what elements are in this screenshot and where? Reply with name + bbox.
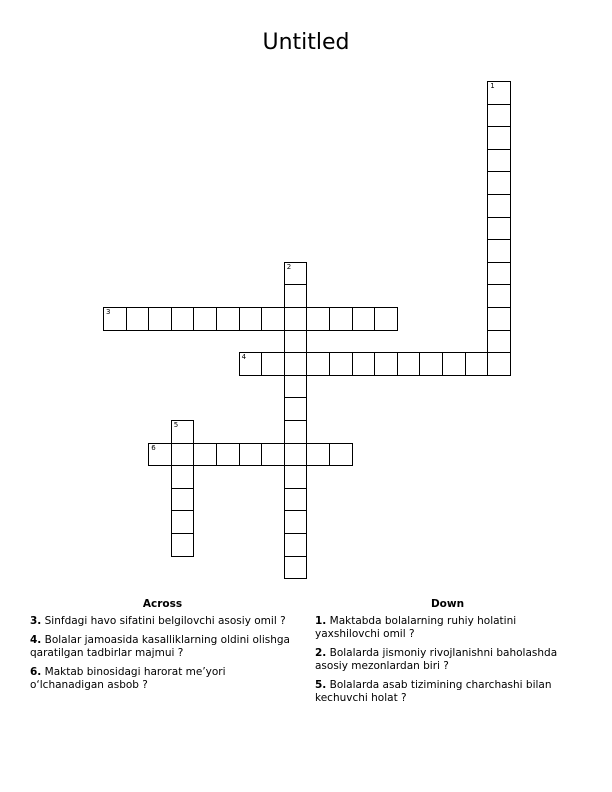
grid-cell[interactable] — [306, 352, 330, 376]
clue-number: 3. — [30, 615, 42, 627]
grid-cell[interactable] — [487, 330, 511, 354]
grid-cell[interactable] — [465, 352, 489, 376]
grid-cell[interactable] — [487, 149, 511, 173]
grid-cell[interactable] — [419, 352, 443, 376]
clue-number: 4. — [30, 634, 42, 646]
grid-cell[interactable] — [103, 307, 127, 331]
grid-cell[interactable] — [261, 443, 285, 467]
clue-across-4 — [30, 634, 295, 660]
clue-number-label: 4 — [241, 353, 247, 362]
clue-text: Bolalarda jismoniy rivojlanishni baholashda asosiy mezonlardan biri ? — [315, 647, 558, 672]
grid-cell[interactable] — [284, 284, 308, 308]
clue-text: Bolalar jamoasida kasalliklarning oldini olishga qaratilgan tadbirlar majmui ? — [30, 634, 290, 659]
grid-cell[interactable] — [487, 217, 511, 241]
grid-cell[interactable] — [284, 397, 308, 421]
grid-cell[interactable] — [374, 307, 398, 331]
grid-cell[interactable] — [487, 194, 511, 218]
grid-cell[interactable] — [284, 420, 308, 444]
page-title: Untitled — [262, 30, 350, 55]
grid-cell[interactable] — [171, 533, 195, 557]
clue-number: 1. — [315, 615, 327, 627]
grid-cell[interactable] — [487, 262, 511, 286]
clue-down-2 — [315, 647, 580, 673]
grid-cell[interactable] — [329, 307, 353, 331]
clue-down-1 — [315, 615, 580, 641]
grid-cell[interactable] — [487, 81, 511, 105]
grid-cell[interactable] — [487, 352, 511, 376]
grid-cell[interactable] — [284, 488, 308, 512]
clue-number: 2. — [315, 647, 327, 659]
grid-cell[interactable] — [216, 443, 240, 467]
grid-cell[interactable] — [216, 307, 240, 331]
grid-cell[interactable] — [352, 307, 376, 331]
grid-cell[interactable] — [284, 465, 308, 489]
grid-cell[interactable] — [171, 465, 195, 489]
grid-cell[interactable] — [193, 443, 217, 467]
grid-cell[interactable] — [171, 420, 195, 444]
grid-cell[interactable] — [171, 307, 195, 331]
grid-cell[interactable] — [239, 443, 263, 467]
across-heading: Across — [142, 598, 183, 610]
grid-cell[interactable] — [284, 262, 308, 286]
grid-cell[interactable] — [148, 307, 172, 331]
grid-cell[interactable] — [284, 330, 308, 354]
grid-cell[interactable] — [261, 352, 285, 376]
grid-cell[interactable] — [487, 171, 511, 195]
clue-text: Maktabda bolalarning ruhiy holatini yaxshilovchi omil ? — [315, 615, 517, 640]
grid-cell[interactable] — [487, 126, 511, 150]
clue-number: 5. — [315, 679, 327, 691]
clue-number-label: 5 — [173, 421, 179, 429]
clue-number-label: 2 — [286, 262, 292, 271]
grid-cell[interactable] — [442, 352, 466, 376]
grid-cell[interactable] — [352, 352, 376, 376]
clue-number-label: 6 — [151, 443, 156, 452]
grid-cell[interactable] — [284, 510, 308, 534]
grid-cell[interactable] — [329, 352, 353, 376]
grid-cell[interactable] — [284, 307, 308, 331]
grid-cell[interactable] — [306, 443, 330, 467]
down-heading: Down — [430, 598, 465, 610]
down-clues — [315, 598, 580, 711]
grid-cell[interactable] — [261, 307, 285, 331]
clue-across-6 — [30, 666, 295, 692]
grid-cell[interactable] — [193, 307, 217, 331]
grid-cell[interactable] — [239, 352, 263, 376]
grid-cell[interactable] — [487, 104, 511, 128]
clue-number: 6. — [30, 666, 42, 678]
grid-cell[interactable] — [329, 443, 353, 467]
grid-cell[interactable] — [374, 352, 398, 376]
grid-cell[interactable] — [126, 307, 150, 331]
grid-cell[interactable] — [487, 307, 511, 331]
grid-cell[interactable] — [487, 284, 511, 308]
clue-text: Bolalarda asab tizimining charchashi bilan kechuvchi holat ? — [315, 679, 552, 704]
grid-cell[interactable] — [284, 375, 308, 399]
grid-cell[interactable] — [284, 352, 308, 376]
grid-cell[interactable] — [284, 556, 308, 580]
clue-text: Maktab binosidagi harorat me’yori o‘lchanadigan asbob ? — [30, 666, 226, 691]
clue-text: Sinfdagi havo sifatini belgilovchi asosiy omil ? — [44, 615, 286, 627]
grid-cell[interactable] — [487, 239, 511, 263]
grid-cell[interactable] — [171, 488, 195, 512]
grid-cell[interactable] — [306, 307, 330, 331]
clue-down-5 — [315, 679, 580, 705]
grid-cell[interactable] — [171, 443, 195, 467]
grid-cell[interactable] — [284, 443, 308, 467]
across-clues — [30, 598, 295, 698]
clue-number-label: 3 — [106, 308, 111, 316]
grid-cell[interactable] — [148, 443, 172, 467]
grid-cell[interactable] — [239, 307, 263, 331]
grid-cell[interactable] — [171, 510, 195, 534]
grid-cell[interactable] — [284, 533, 308, 557]
clue-number-label: 1 — [490, 82, 495, 90]
grid-cell[interactable] — [397, 352, 421, 376]
clue-across-3 — [30, 615, 295, 628]
